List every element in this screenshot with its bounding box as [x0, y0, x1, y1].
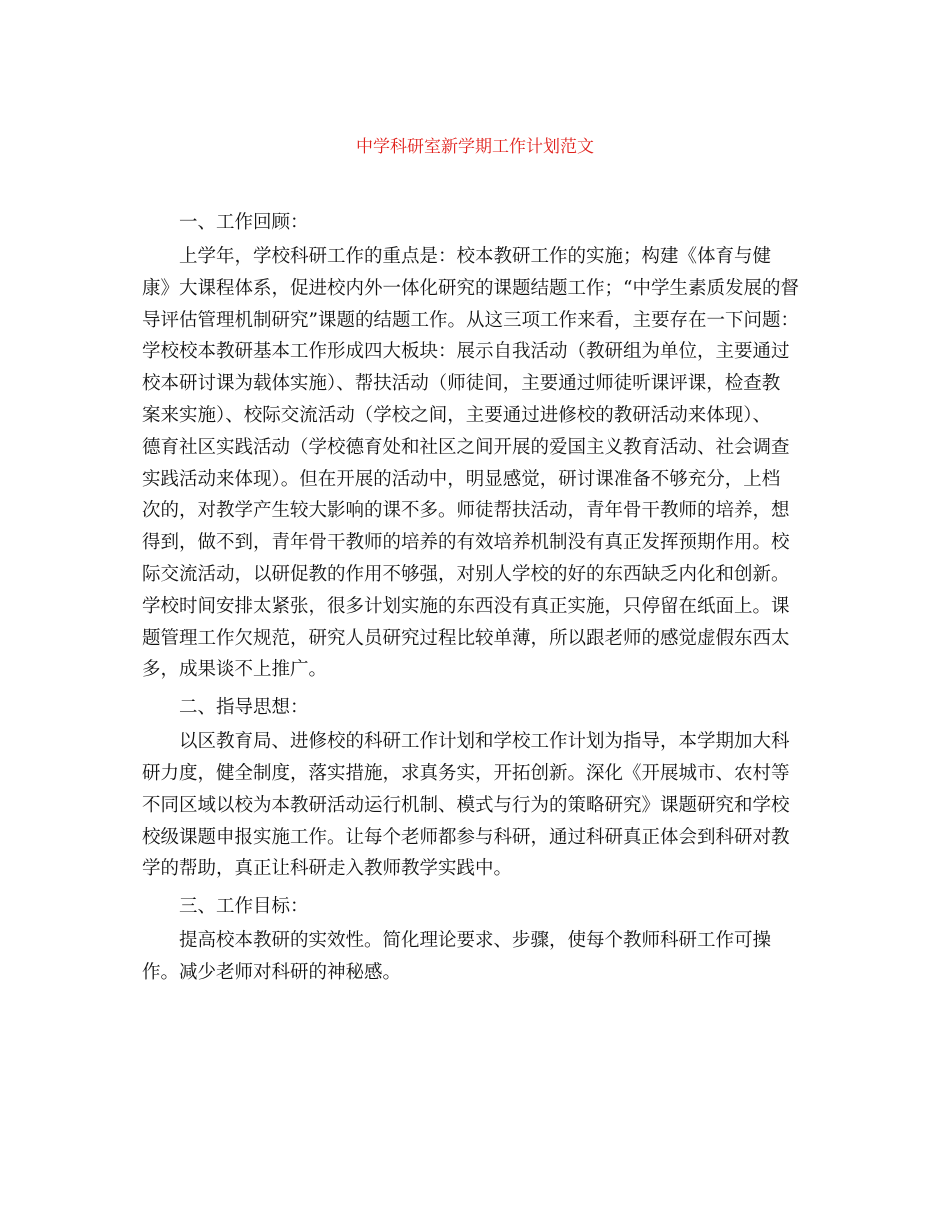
- text-line: 案来实施）、校际交流活动（学校之间，主要通过进修校的教研活动来体现）、: [142, 404, 772, 426]
- section-paragraph-goals: [142, 925, 802, 989]
- section-paragraph-guiding-thought: [142, 726, 802, 885]
- text-line: 研力度，健全制度，落实措施，求真务实，开拓创新。深化《开展城市、农村等: [142, 762, 790, 784]
- text-line: 提高校本教研的实效性。简化理论要求、步骤，使每个教师科研工作可操: [179, 930, 772, 952]
- section-heading-review: 一、工作回顾：: [179, 212, 309, 233]
- text-line: 导评估管理机制研究”课题的结题工作。从这三项工作来看，主要存在一下问题：: [142, 309, 799, 331]
- text-line: 不同区域以校为本教研活动运行机制、模式与行为的策略研究》课题研究和学校: [142, 794, 790, 816]
- text-line: 题管理工作欠规范，研究人员研究过程比较单薄，所以跟老师的感觉虚假东西太: [142, 627, 790, 649]
- text-line: 上学年，学校科研工作的重点是：校本教研工作的实施；构建《体育与健: [179, 246, 772, 267]
- text-line: 校本研讨课为载体实施）、帮扶活动（师徒间，主要通过师徒听课评课，检查教: [142, 373, 781, 395]
- text-line: 康》大课程体系，促进校内外一体化研究的课题结题工作；“中学生素质发展的督: [142, 277, 799, 299]
- document-body: [142, 205, 802, 989]
- text-line: 得到，做不到，青年骨干教师的培养的有效培养机制没有真正发挥预期作用。校: [142, 532, 790, 554]
- text-line: 以区教育局、进修校的科研工作计划和学校工作计划为指导，本学期加大科: [179, 731, 790, 753]
- document-title: 中学科研室新学期工作计划范文: [356, 137, 594, 157]
- section-heading-guiding-thought: 二、指导思想：: [179, 697, 309, 719]
- section-heading-goals: 三、工作目标：: [179, 896, 309, 918]
- text-line: 实践活动来体现）。但在开展的活动中，明显感觉，研讨课准备不够充分，上档: [142, 468, 781, 490]
- text-line: 德育社区实践活动（学校德育处和社区之间开展的爱国主义教育活动、社会调查: [142, 436, 790, 458]
- text-line: 校级课题申报实施工作。让每个老师都参与科研，通过科研真正体会到科研对教: [142, 826, 790, 848]
- section-paragraph-review: [142, 241, 802, 686]
- text-line: 际交流活动，以研促教的作用不够强，对别人学校的好的东西缺乏内化和创新。: [142, 563, 790, 585]
- text-line: 多，成果谈不上推广。: [142, 659, 328, 681]
- text-line: 学的帮助，真正让科研走入教师教学实践中。: [142, 858, 513, 880]
- text-line: 次的，对教学产生较大影响的课不多。师徒帮扶活动，青年骨干教师的培养，想: [142, 500, 790, 522]
- text-line: 学校校本教研基本工作形成四大板块：展示自我活动（教研组为单位，主要通过: [142, 341, 790, 363]
- text-line: 作。减少老师对科研的神秘感。: [142, 961, 402, 983]
- text-line: 学校时间安排太紧张，很多计划实施的东西没有真正实施，只停留在纸面上。课: [142, 595, 790, 617]
